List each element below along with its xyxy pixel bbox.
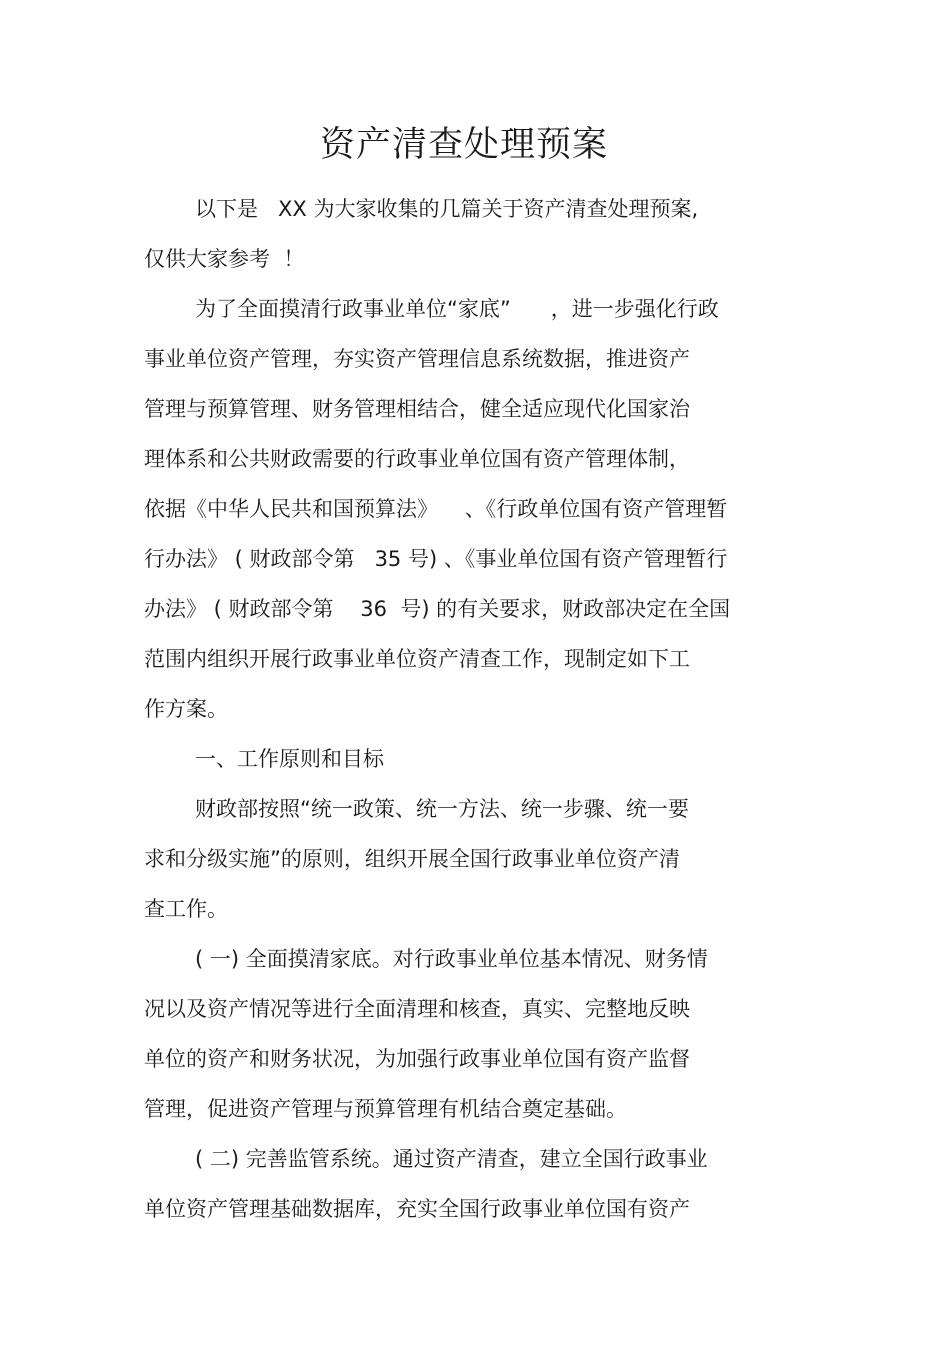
text-line: 查工作。 [144, 897, 228, 921]
text-line: ( 二) 完善监管系统。通过资产清查，建立全国行政事业 [195, 1147, 708, 1171]
text-line: 一、工作原则和目标 [195, 747, 384, 771]
text-line: 为了全面摸清行政事业单位“家底” ，进一步强化行政 [195, 297, 719, 321]
text-line: 仅供大家参考 ！ [144, 247, 305, 271]
text-line: 依据《中华人民共和国预算法》 、《行政单位国有资产管理暂 [144, 497, 728, 521]
text-line: 作方案。 [144, 697, 228, 721]
text-line: 理体系和公共财政需要的行政事业单位国有资产管理体制， [144, 447, 690, 471]
text-line: ( 一) 全面摸清家底。对行政事业单位基本情况、财务情 [195, 947, 708, 971]
text-line: 单位的资产和财务状况，为加强行政事业单位国有资产监督 [144, 1047, 690, 1071]
document-body [144, 184, 794, 1234]
text-line: 况以及资产情况等进行全面清理和核查，真实、完整地反映 [144, 997, 690, 1021]
text-line: 财政部按照“统一政策、统一方法、统一步骤、统一要 [195, 797, 689, 821]
text-line: 以下是 XX 为大家收集的几篇关于资产清查处理预案, [195, 197, 699, 221]
text-line: 办法》 ( 财政部令第 36 号) 的有关要求，财政部决定在全国 [144, 597, 731, 621]
document-title: 资产清查处理预案 [319, 125, 608, 165]
text-line: 事业单位资产管理，夯实资产管理信息系统数据，推进资产 [144, 347, 690, 371]
text-line: 求和分级实施”的原则，组织开展全国行政事业单位资产清 [144, 847, 680, 871]
text-line: 行办法》 ( 财政部令第 35 号) 、《事业单位国有资产管理暂行 [144, 547, 728, 571]
text-line: 管理与预算管理、财务管理相结合，健全适应现代化国家治 [144, 397, 690, 421]
text-line: 单位资产管理基础数据库，充实全国行政事业单位国有资产 [144, 1197, 690, 1221]
text-line: 管理，促进资产管理与预算管理有机结合奠定基础。 [144, 1097, 627, 1121]
text-line: 范围内组织开展行政事业单位资产清查工作，现制定如下工 [144, 647, 690, 671]
